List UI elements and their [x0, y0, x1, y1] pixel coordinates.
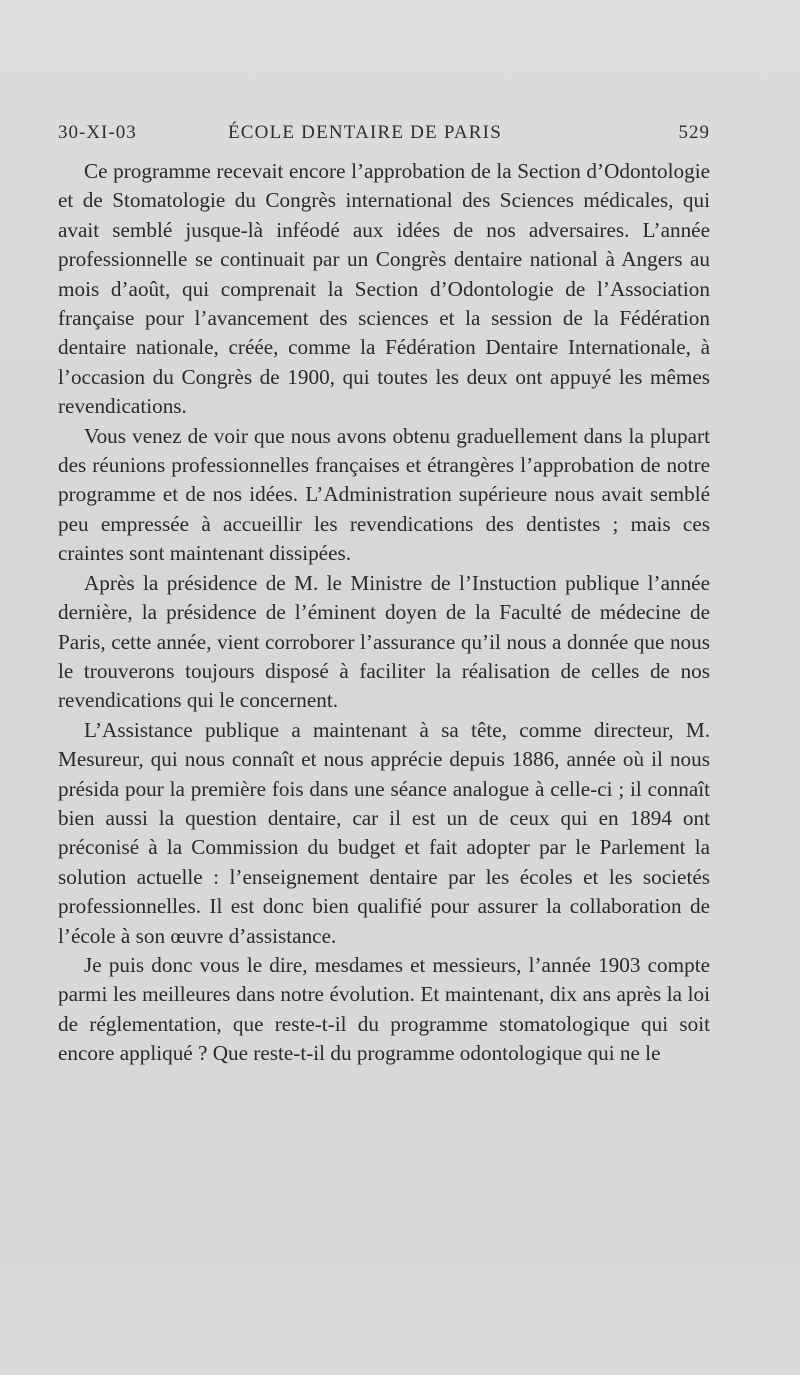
- running-header: [58, 122, 710, 150]
- paragraph: Vous venez de voir que nous avons obtenu graduellement dans la plupart des réunions professionnelles françaises et étrangères l’approbation de notre programme et de nos idées. L’Administration supérieure nous avait semblé peu empressée à accueillir les revendications des dentistes ; mais ces craintes sont maintenant dissipées.: [58, 423, 710, 566]
- paragraph: Ce programme recevait encore l’approbation de la Section d’Odontologie et de Stomatologie du Congrès international des Sciences médicales, qui avait semblé jusque-là inféodé aux idées de nos adversaires. L’année professionnelle se continuait par un Congrès dentaire national à Angers au mois d’août, qui comprenait la Section d’Odontologie de l’Association française pour l’avancement des sciences et la session de la Fédération dentaire nationale, créée, comme la Fédération Dentaire Internationale, à l’occasion du Congrès de 1900, qui toutes les deux ont appuyé les mêmes revendications.: [58, 159, 710, 419]
- paragraph: L’Assistance publique a maintenant à sa tête, comme directeur, M. Mesureur, qui nous connaît et nous apprécie depuis 1886, année où il nous présida pour la première fois dans une séance analogue à celle-ci ; il connaît bien aussi la question dentaire, car il est un de ceux qui en 1894 ont préconisé à la Commission du budget et fait adopter par le Parlement la solution actuelle : l’enseignement dentaire par les écoles et les societés professionnelles. Il est donc bien qualifié pour assurer la collaboration de l’école à son œuvre d’assistance.: [58, 717, 710, 948]
- paragraph: Après la présidence de M. le Ministre de l’Instuction publique l’année dernière, la présidence de l’éminent doyen de la Faculté de médecine de Paris, cette année, vient corroborer l’assurance qu’il nous a donnée que nous le trouverons toujours disposé à faciliter la réalisation de celles de nos revendications qui le concernent.: [58, 570, 710, 713]
- header-date: 30-XI-03: [58, 122, 137, 143]
- header-title: ÉCOLE DENTAIRE DE PARIS: [228, 122, 502, 143]
- body-text: [58, 157, 710, 1069]
- page-number: 529: [678, 122, 710, 143]
- paragraph: Je puis donc vous le dire, mesdames et messieurs, l’année 1903 compte parmi les meilleures dans notre évolution. Et maintenant, dix ans après la loi de réglementation, que reste-t-il du programme stomatologique qui soit encore appliqué ? Que reste-t-il du programme odontologique qui ne le: [58, 952, 710, 1066]
